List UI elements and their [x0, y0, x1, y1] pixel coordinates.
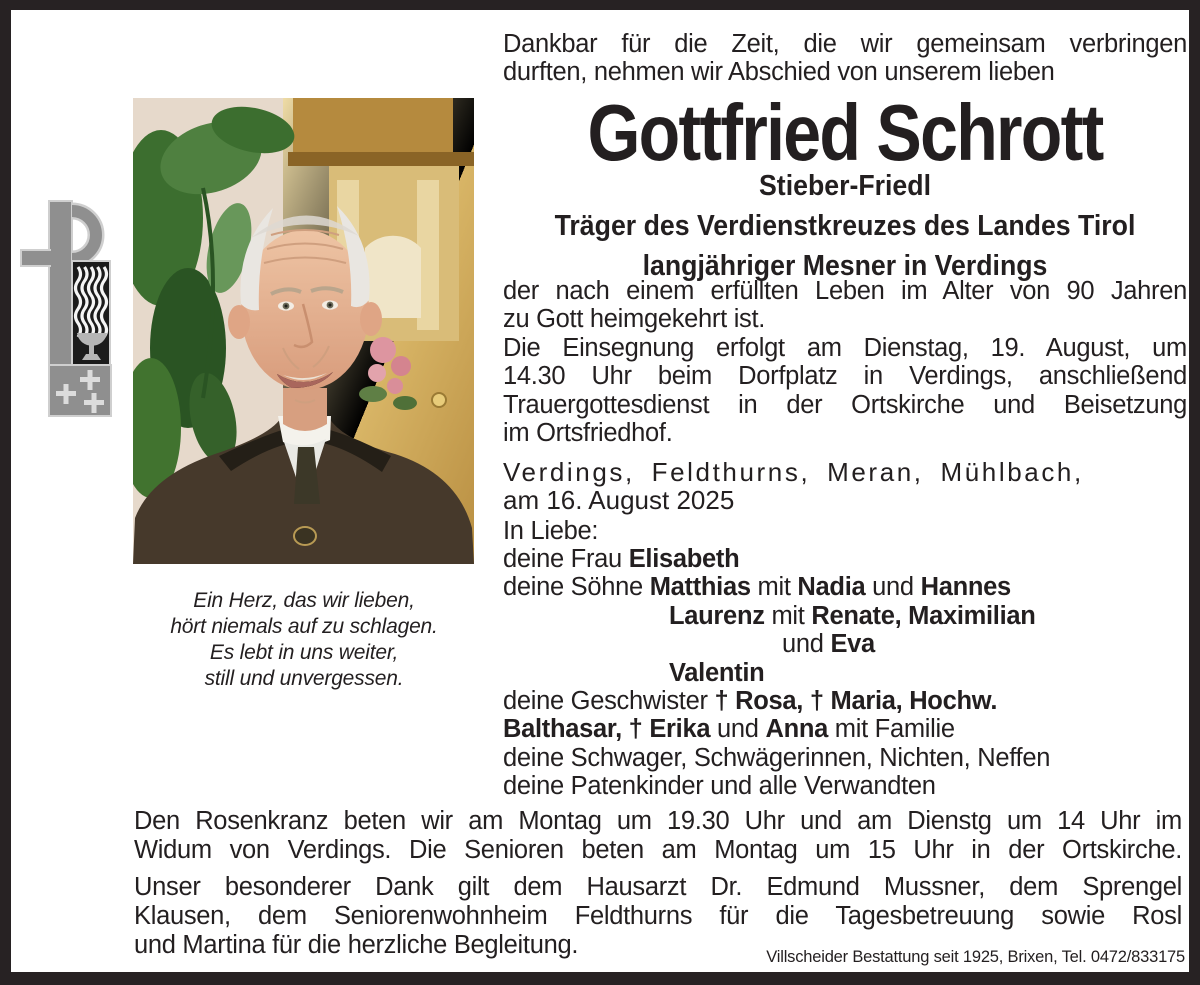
rosary-notice — [134, 807, 1182, 865]
mourner-line: deine Söhne Matthias mit Nadia und Hannes — [503, 573, 1011, 602]
thanks-line: Klausen, dem Seniorenwohnheim Feldthurns für die Tagesbetreuung sowie Rosl — [134, 902, 1182, 931]
mourner-line: Balthasar, † Erika und Anna mit Familie — [503, 715, 955, 744]
funeral-home-credit: Villscheider Bestattung seit 1925, Brixen, Tel. 0472/833175 — [766, 948, 1185, 966]
announcement-line: zu Gott heimgekehrt ist. — [503, 305, 766, 334]
portrait-photo — [133, 98, 474, 564]
announcement-line: Die Einsegnung erfolgt am Dienstag, 19. August, um — [503, 333, 1187, 362]
thanks-line: und Martina für die herzliche Begleitung. — [134, 931, 579, 960]
mourner-line: deine Geschwister † Rosa, † Maria, Hochw. — [503, 687, 998, 716]
mourner-line: deine Frau Elisabeth — [503, 545, 740, 573]
date-line: am 16. August 2025 — [503, 485, 735, 515]
intro-text — [503, 30, 1187, 87]
mourner-line: deine Patenkinder und alle Verwandten — [503, 772, 936, 801]
mourners-list — [503, 545, 1187, 801]
quote-line: still und unvergessen. — [204, 667, 404, 690]
mourner-line: Laurenz mit Renate, Maximilian — [669, 601, 1036, 630]
places-line: Verdings, Feldthurns, Meran, Mühlbach, — [503, 457, 1084, 487]
quote-line: Ein Herz, das wir lieben, — [193, 589, 415, 612]
in-love-heading: In Liebe: — [503, 517, 599, 545]
announcement-line: Trauergottesdienst in der Ortskirche und Beisetzung — [503, 390, 1187, 419]
deceased-nickname: Stieber-Friedl — [759, 170, 931, 202]
rosary-line: Den Rosenkranz beten wir am Montag um 19.30 Uhr und am Dienstg um 14 Uhr im — [134, 807, 1182, 835]
announcement-line: der nach einem erfüllten Leben im Alter von 90 Jahren — [503, 277, 1187, 305]
obituary-card — [11, 10, 1189, 972]
places-date — [503, 458, 1187, 514]
deceased-name: Gottfried Schrott — [587, 88, 1103, 177]
intro-line: Dankbar für die Zeit, die wir gemeinsam verbringen — [503, 30, 1187, 58]
quote-line: Es lebt in uns weiter, — [209, 641, 399, 664]
chi-rho-chalice-cross-icon — [20, 197, 121, 420]
announcement-line: 14.30 Uhr beim Dorfplatz in Verdings, anschließend — [503, 362, 1187, 391]
rosary-line: Widum von Verdings. Die Senioren beten am Montag um 15 Uhr in der Ortskirche. — [134, 836, 1182, 865]
mourner-line: und Eva — [782, 630, 875, 659]
intro-line: durften, nehmen wir Abschied von unserem lieben — [503, 58, 1055, 87]
mourner-line: Valentin — [669, 658, 765, 687]
deceased-subtitles — [530, 166, 1159, 286]
announcement-line: im Ortsfriedhof. — [503, 419, 673, 448]
death-announcement — [503, 277, 1187, 447]
mourner-line: deine Schwager, Schwägerinnen, Nichten, Neffen — [503, 743, 1051, 772]
deceased-role: langjähriger Mesner in Verdings — [642, 250, 1048, 282]
deceased-honor: Träger des Verdienstkreuzes des Landes Tirol — [554, 210, 1136, 242]
quote-line: hört niemals auf zu schlagen. — [170, 615, 438, 638]
memorial-quote — [129, 588, 479, 692]
thanks-line: Unser besonderer Dank gilt dem Hausarzt Dr. Edmund Mussner, dem Sprengel — [134, 873, 1182, 901]
